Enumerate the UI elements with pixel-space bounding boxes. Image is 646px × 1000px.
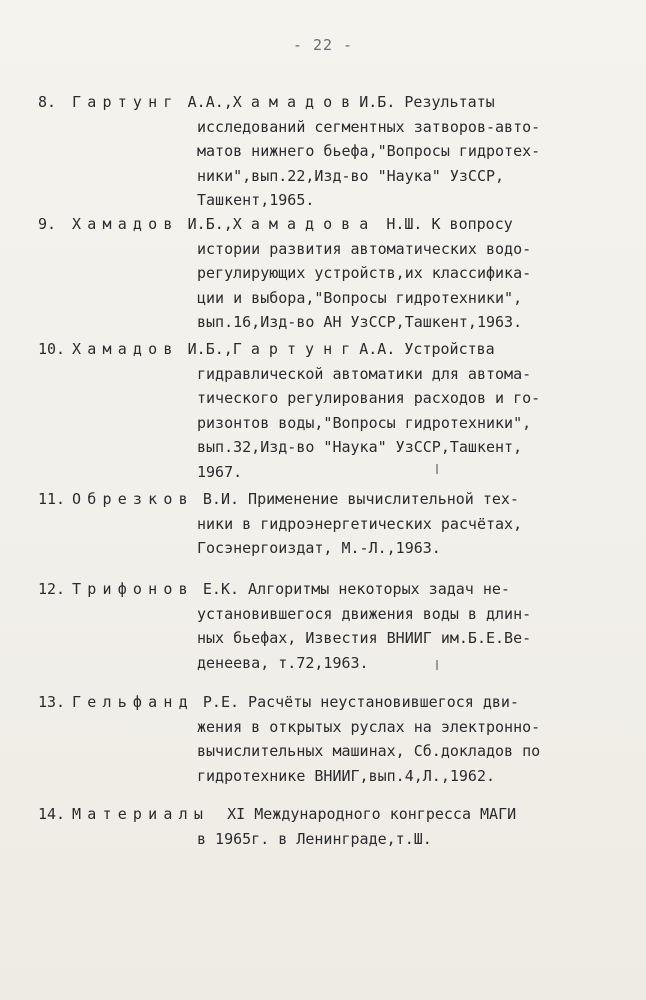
reference-continuation: вып.16,Изд-во АН УзССР,Ташкент,1963. — [197, 313, 523, 332]
reference-continuation: вычислительных машинах, Сб.докладов по — [197, 742, 541, 761]
page-number: - 22 - — [292, 36, 354, 54]
reference-continuation: тического регулирования расходов и го- — [197, 389, 541, 408]
reference-first-line — [38, 337, 628, 362]
reference-continuation: жения в открытых руслах на электронно- — [197, 717, 541, 736]
reference-text: В.И. Применение вычислительной тех- — [193, 490, 519, 508]
reference-text: XI Международного конгресса МАГИ — [209, 805, 517, 823]
reference-item — [38, 90, 628, 213]
reference-continuation: ники в гидроэнергетических расчётах, — [197, 514, 523, 533]
reference-number: 12. — [38, 580, 66, 598]
reference-continuation: ризонтов воды,"Вопросы гидротехники", — [197, 413, 532, 432]
reference-text: И.Б.,Г а р т у н г А.А. Устройства — [178, 340, 495, 358]
reference-first-line — [38, 487, 628, 512]
reference-author: Гартунг — [72, 93, 179, 111]
reference-continuation: ники",вып.22,Изд-во "Наука" УзССР, — [197, 166, 505, 185]
reference-item — [38, 577, 628, 675]
reference-continuation: Госэнергоиздат, М.-Л.,1963. — [197, 539, 441, 558]
reference-text: А.А.,Х а м а д о в И.Б. Результаты — [178, 93, 495, 111]
reference-continuation: ных бьефах, Известия ВНИИГ им.Б.Е.Ве- — [197, 629, 532, 648]
reference-item — [38, 212, 628, 335]
reference-number: 10. — [38, 340, 66, 358]
reference-item — [38, 802, 628, 851]
reference-text: Е.К. Алгоритмы некоторых задач не- — [193, 580, 510, 598]
reference-item — [38, 487, 628, 561]
reference-item — [38, 337, 628, 485]
reference-continuation: ции и выбора,"Вопросы гидротехники", — [197, 288, 523, 307]
reference-continuation: истории развития автоматических водо- — [197, 239, 532, 258]
reference-continuation: денеева, т.72,1963. — [197, 653, 369, 672]
reference-number: 14. — [38, 805, 66, 823]
reference-continuation: вып.32,Изд-во "Наука" УзССР,Ташкент, — [197, 438, 523, 457]
reference-first-line — [38, 90, 628, 115]
reference-author: Материалы — [72, 805, 210, 823]
reference-author: Трифонов — [72, 580, 194, 598]
reference-text: И.Б.,Х а м а д о в а Н.Ш. К вопросу — [178, 215, 513, 233]
reference-author: Хамадов — [72, 340, 179, 358]
reference-continuation: в 1965г. в Ленинграде,т.Ш. — [197, 829, 432, 848]
reference-continuation: исследований сегментных затворов-авто- — [197, 117, 541, 136]
margin-mark — [436, 660, 438, 670]
reference-continuation: 1967. — [197, 462, 243, 481]
reference-number: 8. — [38, 93, 57, 111]
reference-continuation: Ташкент,1965. — [197, 191, 315, 210]
reference-first-line — [38, 690, 628, 715]
reference-text: Р.Е. Расчёты неустановившегося дви- — [193, 693, 519, 711]
reference-number: 13. — [38, 693, 66, 711]
reference-continuation: гидротехнике ВНИИГ,вып.4,Л.,1962. — [197, 766, 496, 785]
reference-author: Гельфанд — [72, 693, 194, 711]
reference-author: Обрезков — [72, 490, 194, 508]
reference-first-line — [38, 802, 628, 827]
reference-continuation: гидравлической автоматики для автома- — [197, 364, 532, 383]
margin-mark — [436, 464, 438, 474]
reference-author: Хамадов — [72, 215, 179, 233]
reference-number: 11. — [38, 490, 66, 508]
reference-first-line — [38, 577, 628, 602]
reference-number: 9. — [38, 215, 57, 233]
reference-continuation: установившегося движения воды в длин- — [197, 604, 532, 623]
reference-first-line — [38, 212, 628, 237]
reference-item — [38, 690, 628, 788]
reference-continuation: матов нижнего бьефа,"Вопросы гидротех- — [197, 142, 541, 161]
reference-continuation: регулирующих устройств,их классифика- — [197, 264, 532, 283]
